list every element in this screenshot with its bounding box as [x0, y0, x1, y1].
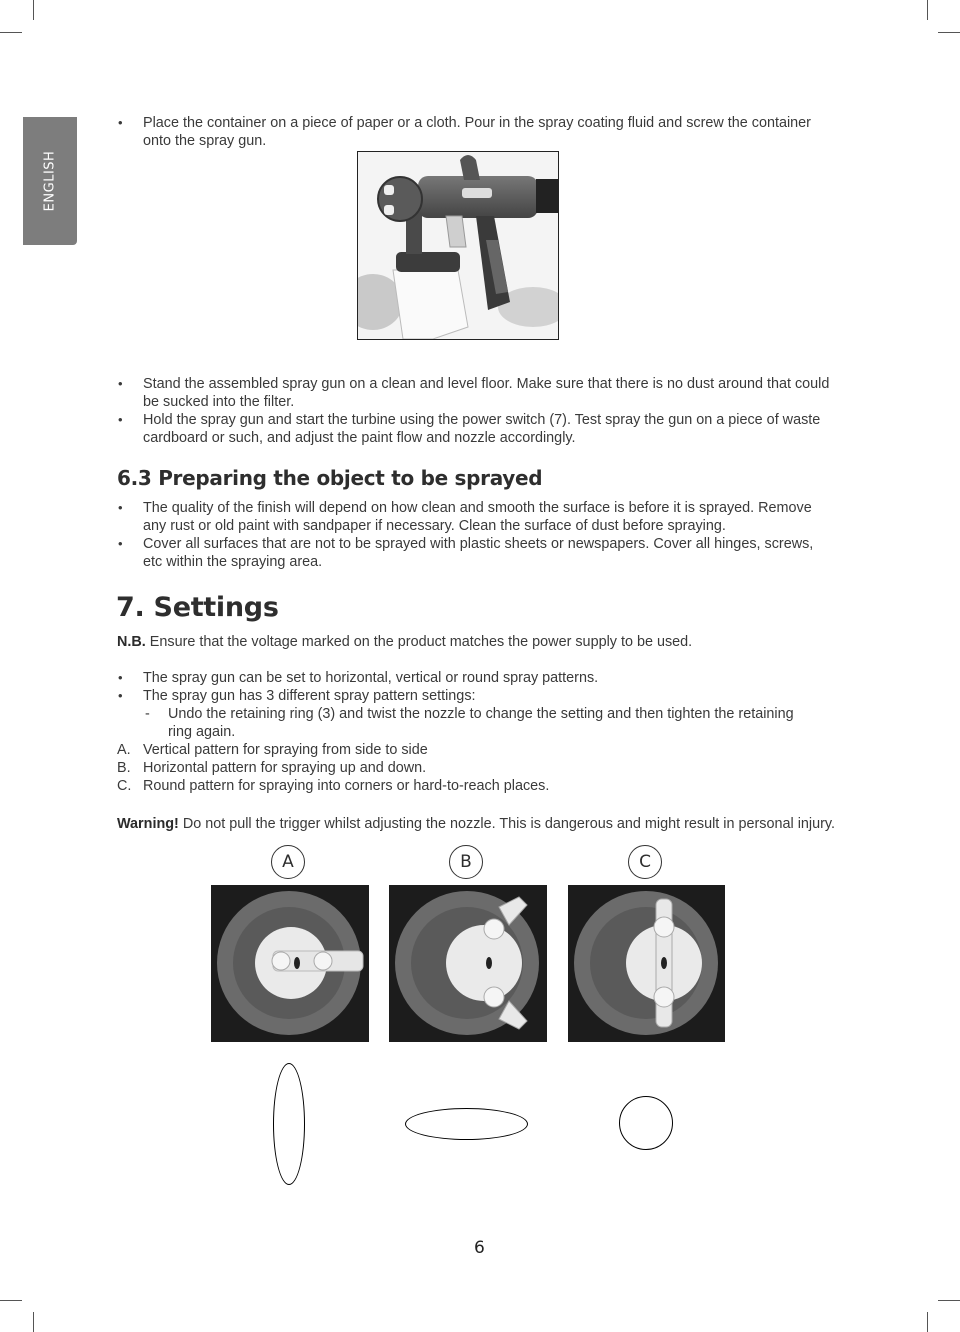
figure-label-c: C	[628, 845, 662, 879]
vertical-pattern-shape	[273, 1063, 305, 1185]
instruction-line: Stand the assembled spray gun on a clean and level floor. Make sure that there is no dust around that could	[143, 376, 830, 392]
page-number: 6	[474, 1238, 485, 1258]
instruction-line: etc within the spraying area.	[143, 554, 323, 570]
crop-mark	[927, 1312, 928, 1332]
bullet	[118, 669, 123, 687]
list-item: Vertical pattern for spraying from side to side	[143, 742, 428, 758]
nozzle-photo-a	[211, 885, 369, 1042]
instruction-line: Place the container on a piece of paper or a cloth. Pour in the spray coating fluid and screw the container	[143, 115, 811, 131]
warning-label: Warning!	[117, 816, 179, 832]
bullet	[118, 535, 123, 553]
instruction-line: ring again.	[168, 724, 236, 740]
warning-text: Do not pull the trigger whilst adjusting the nozzle. This is dangerous and might result in personal injury.	[178, 816, 836, 832]
crop-mark	[927, 0, 928, 20]
nozzle-photo-c	[568, 885, 725, 1042]
instruction-line: The spray gun has 3 different spray pattern settings:	[143, 688, 476, 704]
language-tab	[23, 117, 77, 245]
list-item: Round pattern for spraying into corners or hard-to-reach places.	[143, 778, 550, 794]
round-pattern-shape	[619, 1096, 673, 1150]
instruction-line: onto the spray gun.	[143, 133, 267, 149]
bullet	[118, 114, 123, 132]
dash-marker: -	[145, 706, 150, 722]
list-marker: C.	[117, 778, 132, 794]
language-label: ENGLISH	[42, 150, 58, 212]
note-label: N.B.	[117, 634, 146, 650]
instruction-line: cardboard or such, and adjust the paint flow and nozzle accordingly.	[143, 430, 576, 446]
instruction-line: Undo the retaining ring (3) and twist the nozzle to change the setting and then tighten the retaining	[168, 706, 794, 722]
figure-label-a: A	[271, 845, 305, 879]
crop-mark	[33, 1312, 34, 1332]
list-marker: B.	[117, 760, 131, 776]
instruction-line: Cover all surfaces that are not to be sprayed with plastic sheets or newspapers. Cover all hinges, screws,	[143, 536, 814, 552]
crop-mark	[938, 1300, 960, 1301]
list-item: Horizontal pattern for spraying up and down.	[143, 760, 427, 776]
instruction-line: The spray gun can be set to horizontal, vertical or round spray patterns.	[143, 670, 599, 686]
crop-mark	[0, 32, 22, 33]
figure-label-b: B	[449, 845, 483, 879]
note-text: Ensure that the voltage marked on the product matches the power supply to be used.	[145, 634, 693, 650]
horizontal-pattern-shape	[405, 1108, 528, 1140]
section-heading: 6.3 Preparing the object to be sprayed	[117, 466, 543, 490]
crop-mark	[938, 32, 960, 33]
crop-mark	[33, 0, 34, 20]
chapter-heading: 7. Settings	[116, 592, 279, 623]
bullet	[118, 687, 123, 705]
bullet	[118, 375, 123, 393]
nozzle-photo-b	[389, 885, 547, 1042]
instruction-line: The quality of the finish will depend on how clean and smooth the surface is before it is sprayed. Remove	[143, 500, 812, 516]
warning-line	[117, 815, 835, 833]
list-marker: A.	[117, 742, 131, 758]
instruction-line: any rust or old paint with sandpaper if necessary. Clean the surface of dust before spraying.	[143, 518, 726, 534]
instruction-line: Hold the spray gun and start the turbine using the power switch (7). Test spray the gun on a piece of waste	[143, 412, 821, 428]
crop-mark	[0, 1300, 22, 1301]
note-line	[117, 633, 692, 651]
spray-gun-photo	[357, 151, 559, 340]
bullet	[118, 499, 123, 517]
bullet	[118, 411, 123, 429]
instruction-line: be sucked into the filter.	[143, 394, 295, 410]
